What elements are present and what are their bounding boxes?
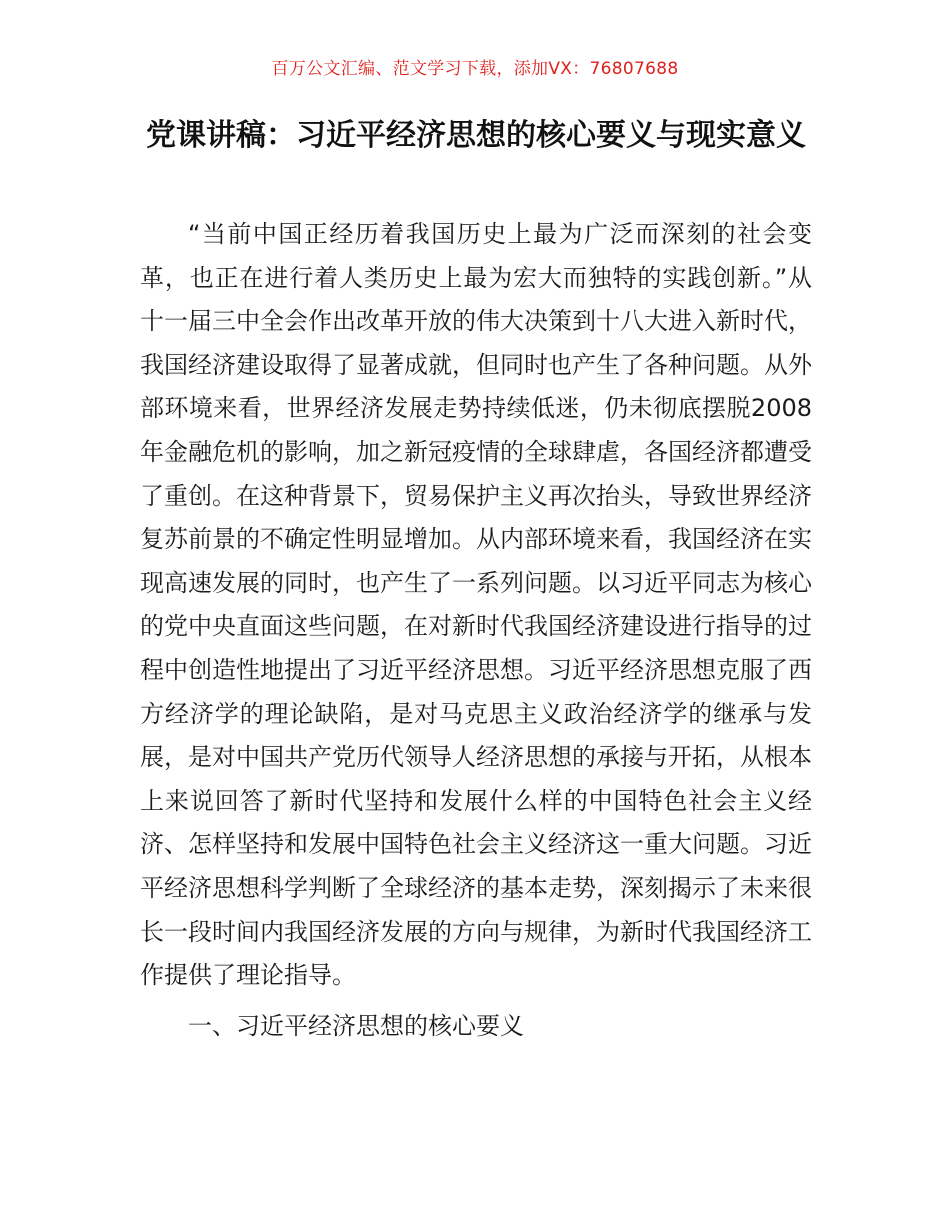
- section-heading: 一、习近平经济思想的核心要义: [188, 1012, 524, 1040]
- header-watermark-note: 百万公文汇编、范文学习下载，添加VX：76807688: [271, 59, 679, 79]
- document-title: 党课讲稿：习近平经济思想的核心要义与现实意义: [146, 118, 806, 153]
- body-paragraph: “当前中国正经历着我国历史上最为广泛而深刻的社会变革，也正在进行着人类历史上最为宏大而独特的实践创新。”从十一届三中全会作出改革开放的伟大决策到十八大进入新时代，我国经济建设取得了显著成就，但同时也产生了各种问题。从外部环境来看，世界经济发展走势持续低迷，仍未彻底摆脱2008年金融危机的影响，加之新冠疫情的全球肆虐，各国经济都遭受了重创。在这种背景下，贸易保护主义再次抬头，导致世界经济复苏前景的不确定性明显增加。从内部环境来看，我国经济在实现高速发展的同时，也产生了一系列问题。以习近平同志为核心的党中央直面这些问题，在对新时代我国经济建设进行指导的过程中创造性地提出了习近平经济思想。习近平经济思想克服了西方经济学的理论缺陷，是对马克思主义政治经济学的继承与发展，是对中国共产党历代领导人经济思想的承接与开拓，从根本上来说回答了新时代坚持和发展什么样的中国特色社会主义经济、怎样坚持和发展中国特色社会主义经济这一重大问题。习近平经济思想科学判断了全球经济的基本走势，深刻揭示了未来很长一段时间内我国经济发展的方向与规律，为新时代我国经济工作提供了理论指导。: [140, 220, 812, 990]
